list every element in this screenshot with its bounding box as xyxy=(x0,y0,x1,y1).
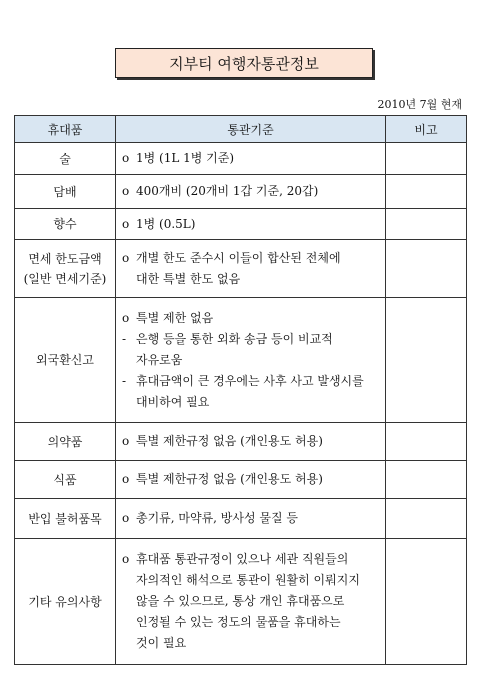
row-item-cell xyxy=(15,240,116,298)
standard-line xyxy=(122,148,381,169)
bullet-marker: o xyxy=(122,310,130,325)
bullet-marker: o xyxy=(122,552,130,566)
customs-table xyxy=(14,115,467,665)
table-row xyxy=(15,499,467,539)
standard-line xyxy=(122,181,381,202)
row-item-cell xyxy=(15,499,116,539)
bullet-marker: o xyxy=(122,184,130,198)
table-row xyxy=(15,423,467,461)
standard-line xyxy=(122,248,381,269)
page-title xyxy=(115,48,373,78)
row-item-text: 술 xyxy=(59,151,71,166)
standard-text: 자의적인 해석으로 통관이 원활히 이뤄지지 xyxy=(136,573,360,587)
row-item-cell xyxy=(15,209,116,240)
bullet-marker: o xyxy=(122,472,130,486)
row-item-text: (일반 면세기준) xyxy=(23,271,107,286)
row-item-text: 향수 xyxy=(53,217,77,231)
table-row xyxy=(15,143,467,175)
table-row xyxy=(15,175,467,209)
table-row xyxy=(15,240,467,298)
row-item-text: 기타 유의사항 xyxy=(28,594,102,609)
standard-line xyxy=(122,549,381,570)
bullet-marker: o xyxy=(122,216,130,231)
header-note: 비고 xyxy=(386,116,467,143)
table-header-row xyxy=(15,116,467,143)
row-note-cell xyxy=(386,461,467,499)
row-standard-cell xyxy=(116,175,386,209)
standard-text: 것이 필요 xyxy=(136,636,187,650)
standard-text: 총기류, 마약류, 방사성 물질 등 xyxy=(136,511,298,525)
standard-text: 1병 (0.5L) xyxy=(136,216,196,231)
row-note-cell xyxy=(386,298,467,423)
row-item-cell xyxy=(15,175,116,209)
standard-line xyxy=(122,612,381,633)
row-standard-cell xyxy=(116,461,386,499)
row-standard-cell xyxy=(116,539,386,665)
row-standard-cell xyxy=(116,298,386,423)
standard-text: 은행 등을 통한 외화 송금 등이 비교적 xyxy=(136,331,333,346)
standard-line xyxy=(122,469,381,490)
header-item: 휴대품 xyxy=(15,116,116,143)
row-standard-cell xyxy=(116,499,386,539)
standard-line xyxy=(122,269,381,290)
standard-text: 휴대품 통관규정이 있으나 세관 직원들의 xyxy=(136,552,349,566)
standard-text: 휴대금액이 큰 경우에는 사후 사고 발생시를 xyxy=(136,373,364,388)
date-label: 2010년 7월 현재 xyxy=(377,98,462,111)
row-item-text: 반입 불허품목 xyxy=(28,511,102,526)
standard-text: 1병 (1L 1병 기준) xyxy=(136,151,235,165)
row-note-cell xyxy=(386,143,467,175)
row-item-cell xyxy=(15,143,116,175)
bullet-marker: o xyxy=(122,511,130,525)
row-standard-cell xyxy=(116,240,386,298)
standard-text: 특별 제한규정 없음 (개인용도 허용) xyxy=(136,472,323,486)
standard-text: 개별 한도 준수시 이들이 합산된 전체에 xyxy=(136,250,341,265)
standard-text: 대한 특별 한도 없음 xyxy=(136,271,241,286)
standard-line xyxy=(122,350,381,371)
standard-line xyxy=(122,508,381,529)
row-standard-cell xyxy=(116,423,386,461)
standard-line xyxy=(122,308,381,329)
standard-line xyxy=(122,329,381,350)
table-row xyxy=(15,298,467,423)
row-note-cell xyxy=(386,499,467,539)
table-row xyxy=(15,209,467,240)
table-row xyxy=(15,461,467,499)
row-note-cell xyxy=(386,240,467,298)
standard-text: 대비하여 필요 xyxy=(136,394,210,409)
page-title-text: 지부티 여행자통관정보 xyxy=(169,54,319,73)
row-note-cell xyxy=(386,175,467,209)
row-item-cell xyxy=(15,423,116,461)
standard-line xyxy=(122,633,381,654)
standard-line xyxy=(122,371,381,392)
bullet-marker: o xyxy=(122,151,130,165)
row-item-text: 의약품 xyxy=(47,434,83,449)
row-note-cell xyxy=(386,209,467,240)
header-standard: 통관기준 xyxy=(116,116,386,143)
standard-text: 특별 제한규정 없음 (개인용도 허용) xyxy=(136,434,323,448)
row-standard-cell xyxy=(116,209,386,240)
row-item-cell xyxy=(15,539,116,665)
standard-text: 않을 수 있으므로, 통상 개인 휴대품으로 xyxy=(136,594,345,608)
row-item-text: 담배 xyxy=(53,184,77,199)
bullet-marker: - xyxy=(122,331,127,346)
standard-line xyxy=(122,570,381,591)
row-note-cell xyxy=(386,539,467,665)
bullet-marker: - xyxy=(122,373,127,388)
standard-line xyxy=(122,591,381,612)
standard-text: 자유로움 xyxy=(136,352,183,367)
standard-line xyxy=(122,431,381,452)
row-item-text: 외국환신고 xyxy=(36,353,94,367)
bullet-marker: o xyxy=(122,434,130,448)
bullet-marker: o xyxy=(122,250,130,265)
row-item-text: 면세 한도금액 xyxy=(28,251,102,266)
standard-text: 400개비 (20개비 1갑 기준, 20갑) xyxy=(136,184,319,198)
standard-text: 특별 제한 없음 xyxy=(136,310,214,325)
standard-text: 인정될 수 있는 정도의 물품을 휴대하는 xyxy=(136,615,341,629)
standard-line xyxy=(122,392,381,413)
row-item-cell xyxy=(15,298,116,423)
standard-line xyxy=(122,214,381,235)
row-note-cell xyxy=(386,423,467,461)
row-item-cell xyxy=(15,461,116,499)
table-row xyxy=(15,539,467,665)
row-standard-cell xyxy=(116,143,386,175)
row-item-text: 식품 xyxy=(53,472,77,487)
